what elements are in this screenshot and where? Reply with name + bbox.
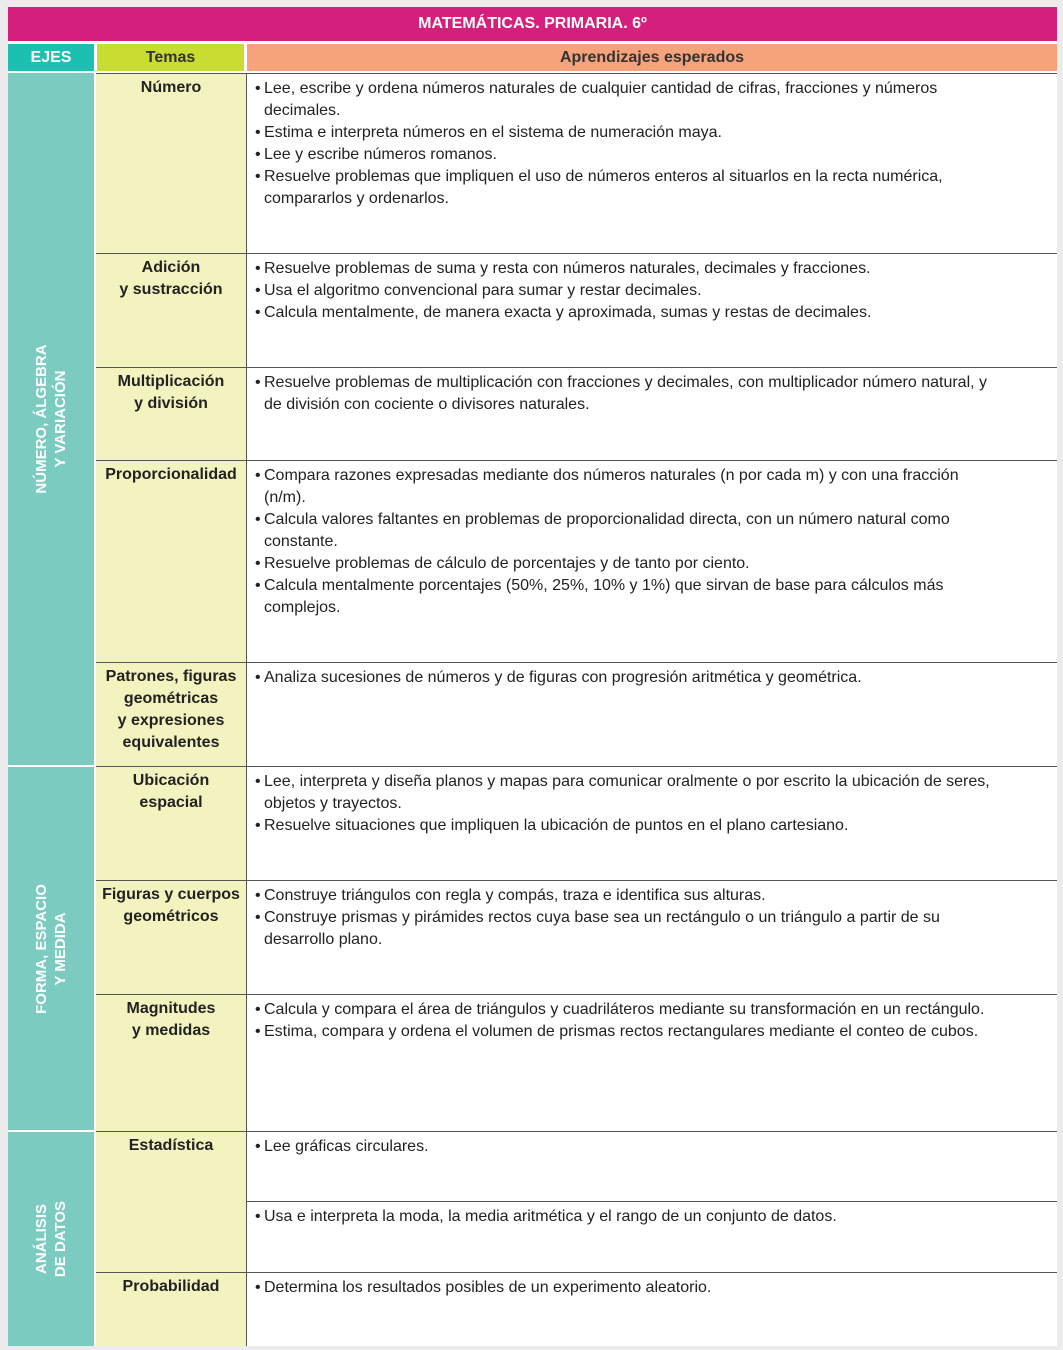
tema-cell: Figuras y cuerpos geométricos (96, 880, 246, 994)
tema-cell: Magnitudes y medidas (96, 994, 246, 1131)
tema-cell: Probabilidad (96, 1272, 246, 1346)
aprendizaje-item: • Lee gráficas circulares. (255, 1136, 997, 1158)
aprendizaje-item: • Calcula valores faltantes en problemas de proporcionalidad directa, con un número natural como constante. (255, 509, 997, 553)
aprendizaje-item: • Determina los resultados posibles de un experimento aleatorio. (255, 1277, 997, 1299)
aprendizajes-list (255, 999, 997, 1043)
aprendizaje-item: • Lee, escribe y ordena números naturales de cualquier cantidad de cifras, fracciones y números decimales. (255, 78, 997, 122)
aprendizajes-cell (246, 1131, 1057, 1201)
aprendizaje-item: • Calcula y compara el área de triángulos y cuadriláteros mediante su transformación en un rectángulo. (255, 999, 997, 1021)
tema-cell: Patrones, figuras geométricas y expresiones equivalentes (96, 662, 246, 766)
aprendizajes-cell (246, 73, 1057, 253)
aprendizaje-item: • Lee y escribe números romanos. (255, 144, 997, 166)
aprendizaje-item: • Usa e interpreta la moda, la media aritmética y el rango de un conjunto de datos. (255, 1206, 997, 1228)
aprendizaje-item: • Resuelve situaciones que impliquen la ubicación de puntos en el plano cartesiano. (255, 815, 997, 837)
aprendizajes-cell (246, 1201, 1057, 1272)
aprendizajes-list (255, 465, 997, 619)
aprendizaje-item: • Compara razones expresadas mediante dos números naturales (n por cada m) y con una fracción (n/m). (255, 465, 997, 509)
eje-label: ANÁLISIS DE DATOS (33, 1200, 69, 1278)
eje-label: NÚMERO, ÁLGEBRA Y VARIACIÓN (33, 344, 69, 494)
aprendizaje-item: • Calcula mentalmente, de manera exacta y aproximada, sumas y restas de decimales. (255, 302, 997, 324)
tema-cell: Proporcionalidad (96, 460, 246, 662)
aprendizajes-list (255, 1277, 997, 1299)
aprendizaje-item: • Construye prismas y pirámides rectos cuya base sea un rectángulo o un triángulo a partir de su desarrollo plano. (255, 907, 997, 951)
eje-forma-espacio-medida (8, 767, 94, 1130)
aprendizaje-item: • Resuelve problemas de suma y resta con números naturales, decimales y fracciones. (255, 258, 997, 280)
aprendizaje-item: • Construye triángulos con regla y compás, traza e identifica sus alturas. (255, 885, 997, 907)
tema-cell: Número (96, 73, 246, 253)
aprendizajes-cell (246, 662, 1057, 766)
header-ejes: EJES (8, 44, 94, 71)
aprendizaje-item: • Calcula mentalmente porcentajes (50%, 25%, 10% y 1%) que sirvan de base para cálculos más complejos. (255, 575, 997, 619)
eje-label: FORMA, ESPACIO Y MEDIDA (33, 883, 69, 1014)
aprendizajes-list (255, 885, 997, 951)
aprendizajes-cell (246, 367, 1057, 460)
aprendizaje-item: • Resuelve problemas de cálculo de porcentajes y de tanto por ciento. (255, 553, 997, 575)
aprendizajes-cell (246, 880, 1057, 994)
aprendizajes-list (255, 372, 997, 416)
tema-cell: Multiplicación y división (96, 367, 246, 460)
tema-cell: Ubicación espacial (96, 766, 246, 880)
aprendizajes-cell (246, 460, 1057, 662)
curriculum-page (8, 7, 1057, 1346)
tema-cell: Estadística (96, 1131, 246, 1272)
aprendizajes-list (255, 667, 997, 689)
aprendizaje-item: • Resuelve problemas de multiplicación con fracciones y decimales, con multiplicador número natural, y de división con cociente o divisores naturales. (255, 372, 997, 416)
eje-numero-algebra-variacion (8, 73, 94, 765)
tema-cell: Adición y sustracción (96, 253, 246, 367)
aprendizajes-cell (246, 766, 1057, 880)
aprendizajes-list (255, 258, 997, 324)
aprendizajes-cell (246, 1272, 1057, 1346)
aprendizajes-list (255, 1206, 997, 1228)
aprendizajes-list (255, 78, 997, 210)
aprendizajes-list (255, 1136, 997, 1158)
aprendizaje-item: • Lee, interpreta y diseña planos y mapas para comunicar oralmente o por escrito la ubicación de seres, objetos y trayectos. (255, 771, 997, 815)
aprendizaje-item: • Analiza sucesiones de números y de figuras con progresión aritmética y geométrica. (255, 667, 997, 689)
aprendizajes-list (255, 771, 997, 837)
page-title: MATEMÁTICAS. PRIMARIA. 6º (8, 7, 1057, 41)
eje-analisis-datos (8, 1132, 94, 1346)
aprendizaje-item: • Resuelve problemas que impliquen el uso de números enteros al situarlos en la recta numérica, compararlos y ordenarlos. (255, 166, 997, 210)
aprendizaje-item: • Estima e interpreta números en el sistema de numeración maya. (255, 122, 997, 144)
aprendizaje-item: • Estima, compara y ordena el volumen de prismas rectos rectangulares mediante el conteo de cubos. (255, 1021, 997, 1043)
header-temas: Temas (97, 44, 244, 71)
aprendizajes-cell (246, 994, 1057, 1131)
aprendizajes-cell (246, 253, 1057, 367)
header-aprendizajes: Aprendizajes esperados (247, 44, 1057, 71)
aprendizaje-item: • Usa el algoritmo convencional para sumar y restar decimales. (255, 280, 997, 302)
